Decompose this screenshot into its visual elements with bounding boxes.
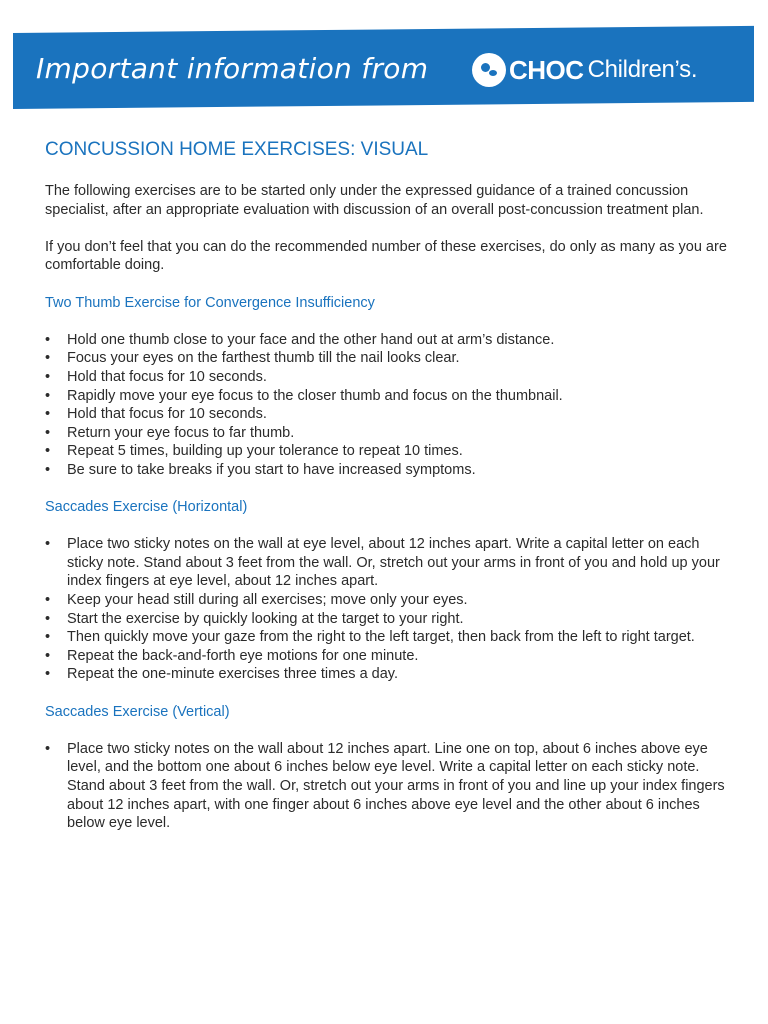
- list-item: • Rapidly move your eye focus to the closer thumb and focus on the thumbnail.: [45, 387, 735, 406]
- list-item: • Keep your head still during all exercises; move only your eyes.: [45, 591, 735, 610]
- list-item: • Repeat the back-and-forth eye motions for one minute.: [45, 647, 735, 666]
- list-item: • Hold that focus for 10 seconds.: [45, 405, 735, 424]
- saccades-vertical-list: [45, 740, 735, 833]
- choc-childrens-logo: [472, 50, 697, 90]
- list-item: • Then quickly move your gaze from the right to the left target, then back from the left to right target.: [45, 628, 735, 647]
- section-heading-two-thumb: Two Thumb Exercise for Convergence Insufficiency: [45, 294, 375, 311]
- bear-logo-icon: [472, 53, 506, 87]
- saccades-horizontal-list: [45, 535, 735, 684]
- list-item: • Focus your eyes on the farthest thumb till the nail looks clear.: [45, 349, 735, 368]
- list-item: • Hold one thumb close to your face and the other hand out at arm’s distance.: [45, 331, 735, 350]
- list-item: • Place two sticky notes on the wall at eye level, about 12 inches apart. Write a capital letter on each sticky note. Stand about 3 feet from the wall. Or, stretch out your arms in front of you and hold up your index fingers at eye level, about 12 inches apart.: [45, 535, 735, 591]
- list-item: • Place two sticky notes on the wall about 12 inches apart. Line one on top, about 6 inches above eye level, and the bottom one about 6 inches below eye level. Write a capital letter on each sticky note. Stand about 3 feet from the wall. Or, stretch out your arms in front of you and line up your index fingers about 12 inches apart, with one finger about 6 inches above eye level and the other about 6 inches below eye level.: [45, 740, 735, 833]
- logo-choc-text: CHOC: [509, 54, 584, 85]
- two-thumb-list: [45, 331, 735, 480]
- list-item: • Repeat the one-minute exercises three times a day.: [45, 665, 735, 684]
- section-heading-saccades-horizontal: Saccades Exercise (Horizontal): [45, 499, 248, 516]
- list-item: • Repeat 5 times, building up your tolerance to repeat 10 times.: [45, 442, 735, 461]
- intro-paragraph: The following exercises are to be started only under the expressed guidance of a trained concussion specialist, after an appropriate evaluation with discussion of an overall post-concussion treatment plan.: [45, 183, 704, 218]
- intro-paragraph: If you don’t feel that you can do the recommended number of these exercises, do only as many as you are comfortable doing.: [45, 238, 727, 274]
- list-item: • Be sure to take breaks if you start to have increased symptoms.: [45, 461, 735, 480]
- list-item: • Start the exercise by quickly looking at the target to your right.: [45, 610, 735, 629]
- logo-childrens-text: Children’s.: [587, 56, 698, 83]
- list-item: • Hold that focus for 10 seconds.: [45, 368, 735, 387]
- page-title: CONCUSSION HOME EXERCISES: VISUAL: [45, 139, 429, 160]
- section-heading-saccades-vertical: Saccades Exercise (Vertical): [45, 703, 230, 720]
- banner-text: Important information from: [36, 52, 429, 85]
- document-body: [45, 138, 735, 851]
- list-item: • Return your eye focus to far thumb.: [45, 424, 735, 443]
